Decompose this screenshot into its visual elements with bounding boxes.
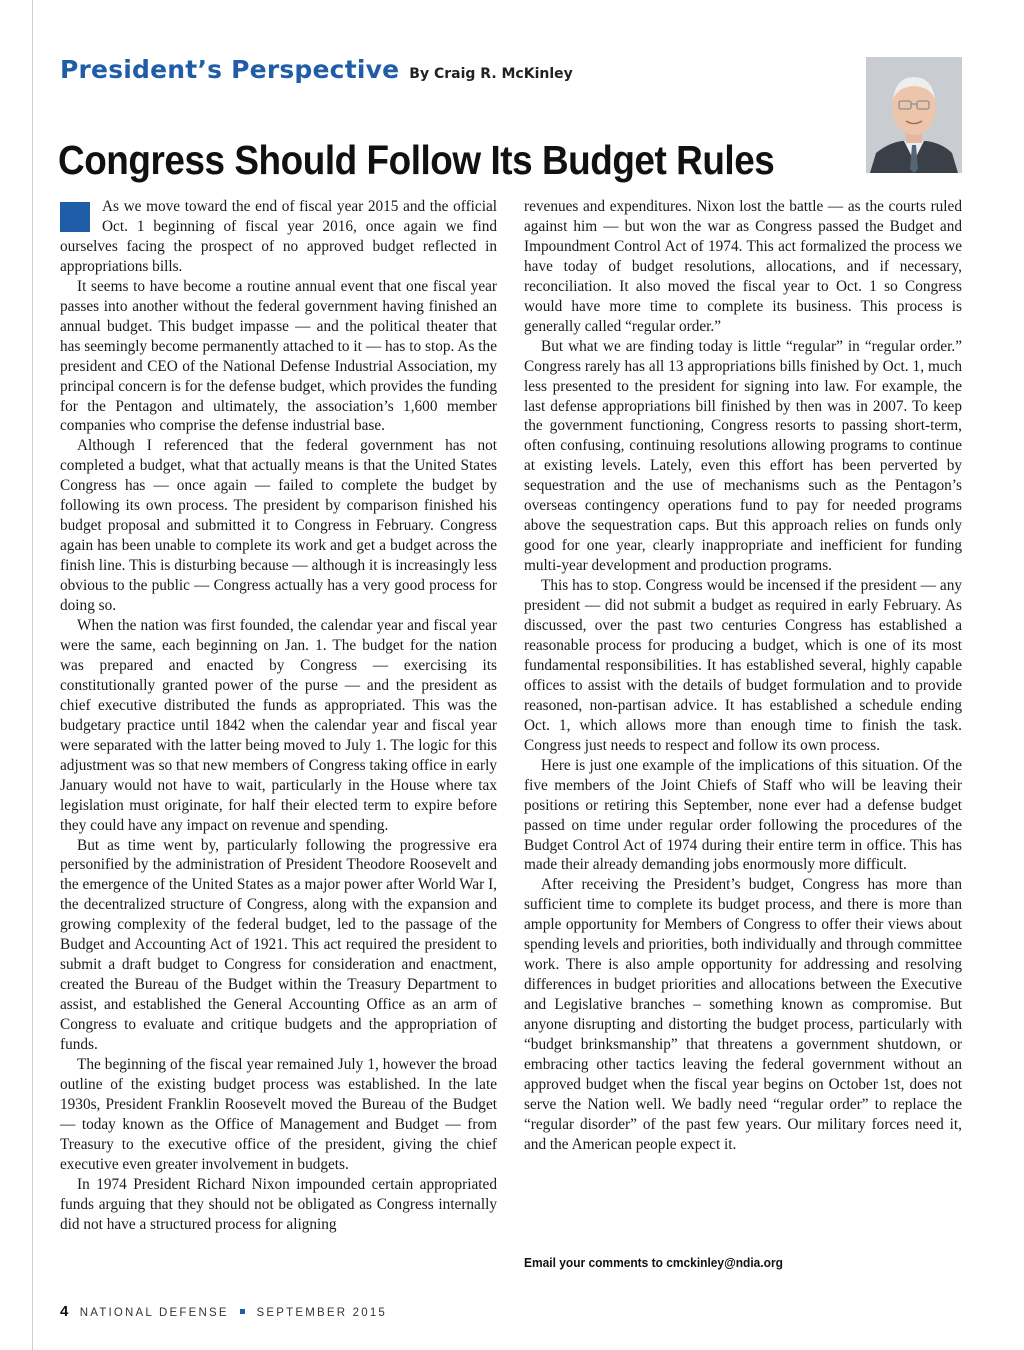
byline: By Craig R. McKinley — [409, 66, 573, 82]
paragraph: In 1974 President Richard Nixon impounded certain appropriated funds arguing that they should not be obligated as Congress internally did not have a structured process for aligning — [60, 1175, 497, 1233]
footer-separator-square — [240, 1309, 245, 1314]
paragraph: As we move toward the end of fiscal year 2015 and the official Oct. 1 beginning of fiscal year 2016, once again we find ourselves facing the prospect of no approved budget reflected in appropriations bills. — [60, 198, 497, 275]
page-margin-rule — [32, 0, 33, 1350]
author-portrait-icon — [866, 57, 962, 173]
email-comments-line: Email your comments to cmckinley@ndia.org — [524, 1255, 783, 1270]
paragraph: revenues and expenditures. Nixon lost the battle — as the courts ruled against him — but won the war as Congress passed the Budget and Impoundment Control Act of 1974. This act formalized the process we have today of budget resolutions, allocations, and if necessary, reconciliation. It also moved the fiscal year to Oct. 1 so Congress would have more time to complete its business. This process is generally called “regular order.” — [524, 198, 962, 335]
column-header — [60, 55, 573, 84]
section-title: President’s Perspective — [60, 55, 400, 84]
paragraph: When the nation was first founded, the calendar year and fiscal year were the same, each beginning on Jan. 1. The budget for the nation was prepared and enacted by Congress — exercising its constitutionally granted power of the purse — and the president as chief executive distributed the funds as appropriated. This was the budgetary practice until 1842 when the calendar year and fiscal year were separated with the latter being moved to July 1. The logic for this adjustment was so that new members of Congress taking office in early January would not have to wait, particularly in the House where tax legislation must originate, for half their elected term to expire before they could have any impact on revenue and spending. — [60, 617, 497, 834]
article-column-right — [524, 197, 962, 1155]
paragraph: This has to stop. Congress would be incensed if the president — any president — did not submit a budget as required in early February. As discussed, over the past two centuries Congress has established a reasonable process for producing a budget, which is one of its most fundamental responsibilities. It has established several, highly capable offices to assist with the details of budget formulation and to provide reasoned, non-partisan advice. It has established a schedule ending Oct. 1, which allows more than enough time to finish the task. Congress just needs to respect and follow its own process. — [524, 577, 962, 754]
drop-cap-square — [60, 202, 90, 232]
publication-name: NATIONAL DEFENSE — [79, 1307, 229, 1319]
paragraph: Here is just one example of the implications of this situation. Of the five members of the Joint Chiefs of Staff who will be leaving their positions or retiring this September, none ever had a defense budget passed on time under regular order following the procedures of the Budget Control Act of 1974 during their entire term in office. This has made their already demanding jobs enormously more difficult. — [524, 756, 962, 874]
paragraph: After receiving the President’s budget, Congress has more than sufficient time to complete its budget process, and there is more than ample opportunity for Members of Congress to offer their views about spending levels and priorities, both individually and through committee work. There is also ample opportunity for addressing and resolving differences in budget priorities and allocations between the Executive and Legislative branches – something known as compromise. But anyone disrupting and distorting the budget process, particularly with “budget brinksmanship” that threatens a government shutdown, or embracing other tactics leaving the federal government without an approved budget when the fiscal year begins on October 1st, does not serve the Nation well. We badly need “regular order” to replace the “regular disorder” of the past few years. Our military forces need it, and the American people expect it. — [524, 876, 963, 1153]
paragraph: Although I referenced that the federal government has not completed a budget, what that actually means is that the United States Congress has — once again — failed to complete the budget by following its own process. The president by comparison finished his budget proposal and submitted it to Congress in February. Congress again has been unable to complete its work and get a budget across the finish line. This is disturbing because — although it is increasingly less obvious to the public — Congress actually has a very good process for doing so. — [60, 437, 497, 615]
issue-date: SEPTEMBER 2015 — [256, 1307, 388, 1319]
paragraph: It seems to have become a routine annual event that one fiscal year passes into another without the federal government having finished an annual budget. This budget impasse — and the political theater that has seemingly become permanently attached to it — has to stop. As the president and CEO of the National Defense Industrial Association, my principal concern is for the defense budget, which provides the funding for the Pentagon and ultimately, the association’s 1,600 member companies who comprise the defense industrial base. — [60, 277, 497, 435]
article-column-left — [60, 197, 497, 1235]
paragraph: The beginning of the fiscal year remained July 1, however the broad outline of the existing budget process was established. In the late 1930s, President Franklin Roosevelt moved the Bureau of the Budget — today known as the Office of Management and Budget — from Treasury to the executive office of the president, giving the chief executive even greater involvement in budgets. — [60, 1055, 497, 1173]
page-number: 4 — [60, 1303, 69, 1320]
paragraph: But as time went by, particularly following the progressive era personified by the administration of President Theodore Roosevelt and the emergence of the United States as a major power after World War I, the decentralized structure of Congress, along with the expansion and growing complexity of the federal budget, led to the passage of the Budget and Accounting Act of 1921. This act required the president to submit a draft budget to Congress for consideration and enactment, created the Bureau of the Budget within the Treasury Department to assist, and established the General Accounting Office as an arm of Congress to evaluate and critique budgets and the appropriation of funds. — [60, 836, 497, 1054]
headline: Congress Should Follow Its Budget Rules — [58, 137, 775, 183]
paragraph: But what we are finding today is little “regular” in “regular order.” Congress rarely has all 13 appropriations bills finished by Oct. 1, much less presented to the president for signing into law. For example, the last defense appropriations bill finished by then was in 2007. To keep the government functioning, Congress resorts to passing short-term, often confusing, continuing resolutions allowing programs to continue at existing levels. Lately, even this effort has been perverted by sequestration and the use of mechanisms such as the Pentagon’s overseas contingency operations fund to pay for needed programs above the sequestration caps. But this approach relies on funds only good for one year, clearly inappropriate and inefficient for funding multi-year development and production programs. — [524, 337, 962, 575]
page-footer — [60, 1303, 387, 1320]
